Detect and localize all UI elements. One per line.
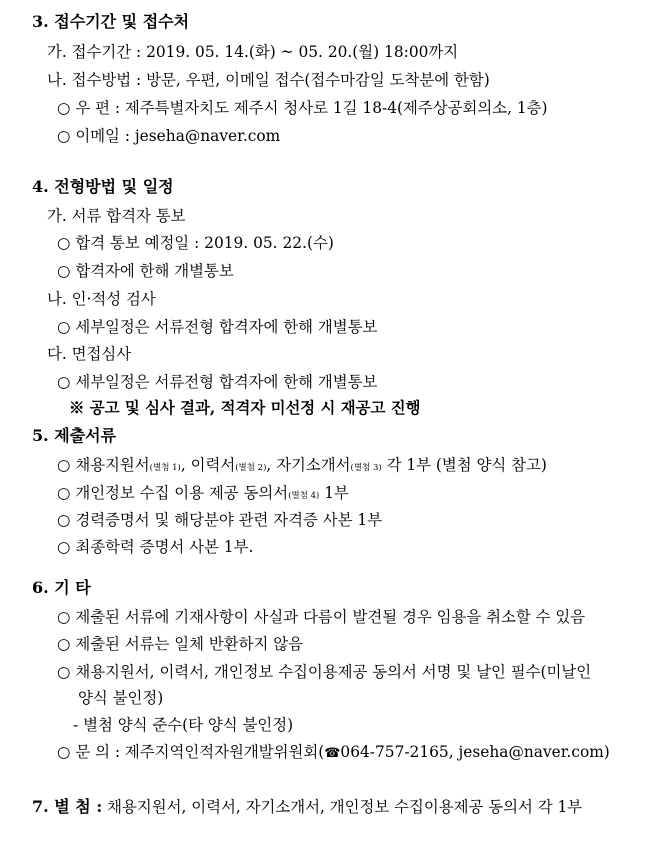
section-4-title: 4. 전형방법 및 일정 xyxy=(32,177,174,196)
s6-item-1: ○ 제출된 서류에 기재사항이 사실과 다름이 발견될 경우 임용을 취소할 수 있음 xyxy=(57,608,586,626)
s6-item-4: - 별첨 양식 준수(타 양식 불인정) xyxy=(73,716,294,734)
s6-item-3-cont: 양식 불인정) xyxy=(78,689,164,707)
s4-doc-result-notice: ○ 합격자에 한해 개별통보 xyxy=(57,262,234,280)
phone-icon: ☎ xyxy=(324,746,341,761)
s5-item-3: ○ 경력증명서 및 해당분야 관련 자격증 사본 1부 xyxy=(57,511,383,529)
section-6-title: 6. 기 타 xyxy=(32,578,91,597)
s6-item-5: ○ 문 의 : 제주지역인적자원개발위원회(☎064-757-2165, jeseha@naver.com) xyxy=(57,743,610,761)
s6-item-2: ○ 제출된 서류는 일체 반환하지 않음 xyxy=(57,635,304,653)
section-3-title: 3. 접수기간 및 접수처 xyxy=(32,12,190,31)
s3-method: 나. 접수방법 : 방문, 우편, 이메일 접수(접수마감일 도착분에 한함) xyxy=(47,71,490,89)
s3-mail-address: ○ 우 편 : 제주특별자치도 제주시 청사로 1길 18-4(제주상공회의소, 1층) xyxy=(57,99,548,117)
section-5-title: 5. 제출서류 xyxy=(32,426,117,445)
s4-doc-result-date: ○ 합격 통보 예정일 : 2019. 05. 22.(수) xyxy=(57,234,334,252)
s4-aptitude-detail: ○ 세부일정은 서류전형 합격자에 한해 개별통보 xyxy=(57,318,378,336)
s4-doc-result: 가. 서류 합격자 통보 xyxy=(47,207,186,225)
s5-item-4: ○ 최종학력 증명서 사본 1부. xyxy=(57,538,254,556)
s4-interview: 다. 면접심사 xyxy=(47,345,132,363)
section-7-title: 7. 별 첨 : xyxy=(32,797,103,816)
s4-aptitude-test: 나. 인·적성 검사 xyxy=(47,290,156,308)
section-7 xyxy=(32,797,582,817)
s4-note: ※ 공고 및 심사 결과, 적격자 미선정 시 재공고 진행 xyxy=(69,399,421,417)
s3-email: ○ 이메일 : jeseha@naver.com xyxy=(57,127,281,145)
s6-item-3: ○ 채용지원서, 이력서, 개인정보 수집이용제공 동의서 서명 및 날인 필수(미날인 xyxy=(57,663,592,681)
s4-interview-detail: ○ 세부일정은 서류전형 합격자에 한해 개별통보 xyxy=(57,373,378,391)
s5-item-1: ○ 채용지원서(별첨 1), 이력서(별첨 2), 자기소개서(별첨 3) 각 1부 (별첨 양식 참고) xyxy=(57,456,547,474)
s5-item-2: ○ 개인정보 수집 이용 제공 동의서(별첨 4) 1부 xyxy=(57,484,349,502)
section-7-content: 채용지원서, 이력서, 자기소개서, 개인정보 수집이용제공 동의서 각 1부 xyxy=(102,798,583,816)
s3-period: 가. 접수기간 : 2019. 05. 14.(화) ~ 05. 20.(월) 18:00까지 xyxy=(47,43,459,61)
